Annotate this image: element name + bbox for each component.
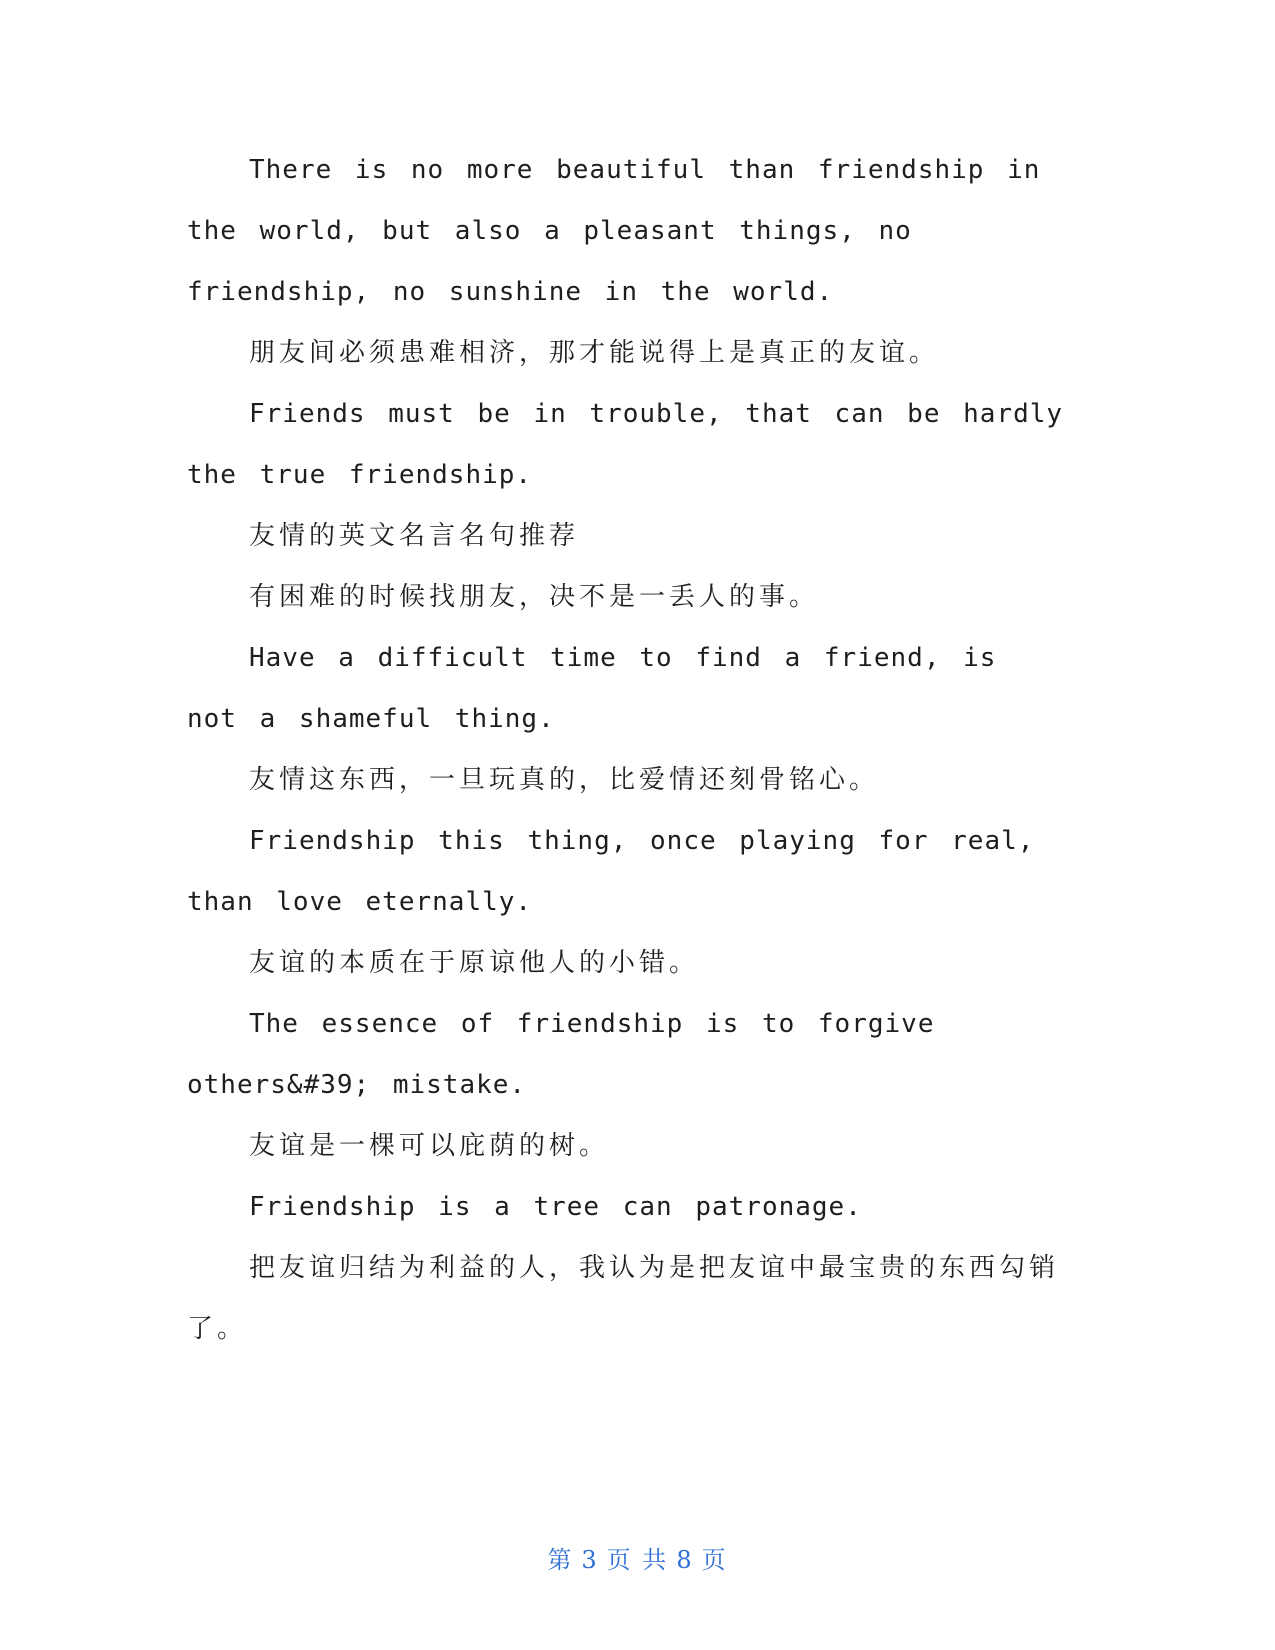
footer-current-page: 3 xyxy=(581,1546,599,1574)
paragraph: Friendship this thing, once playing for real, than love eternally. xyxy=(187,826,1035,917)
paragraph: 友情的英文名言名句推荐 xyxy=(249,521,580,551)
paragraph: Friendship is a tree can patronage. xyxy=(249,1192,862,1222)
footer-prefix: 第 xyxy=(547,1546,574,1574)
paragraph: 友谊是一棵可以庇荫的树。 xyxy=(249,1131,610,1161)
paragraph: Have a difficult time to find a friend, is not a shameful thing. xyxy=(187,643,997,734)
paragraph: 友谊的本质在于原谅他人的小错。 xyxy=(249,948,700,978)
paragraph: The essence of friendship is to forgive others&#39; mistake. xyxy=(187,1009,935,1100)
paragraph: There is no more beautiful than friendship in the world, but also a pleasant things, no friendship, no sunshine in the world. xyxy=(187,155,1041,307)
footer-middle: 页 共 xyxy=(606,1546,669,1574)
page-footer xyxy=(0,1540,1275,1575)
paragraph: Friends must be in trouble, that can be hardly the true friendship. xyxy=(187,399,1064,490)
paragraph: 友情这东西，一旦玩真的，比爱情还刻骨铭心。 xyxy=(249,765,880,795)
paragraph: 有困难的时候找朋友，决不是一丢人的事。 xyxy=(249,582,820,612)
paragraph: 把友谊归结为利益的人，我认为是把友谊中最宝贵的东西勾销了。 xyxy=(187,1253,1060,1344)
footer-total-pages: 8 xyxy=(676,1546,694,1574)
paragraph: 朋友间必须患难相济，那才能说得上是真正的友谊。 xyxy=(249,338,940,368)
document-body xyxy=(187,140,1067,1360)
footer-suffix: 页 xyxy=(701,1546,728,1574)
